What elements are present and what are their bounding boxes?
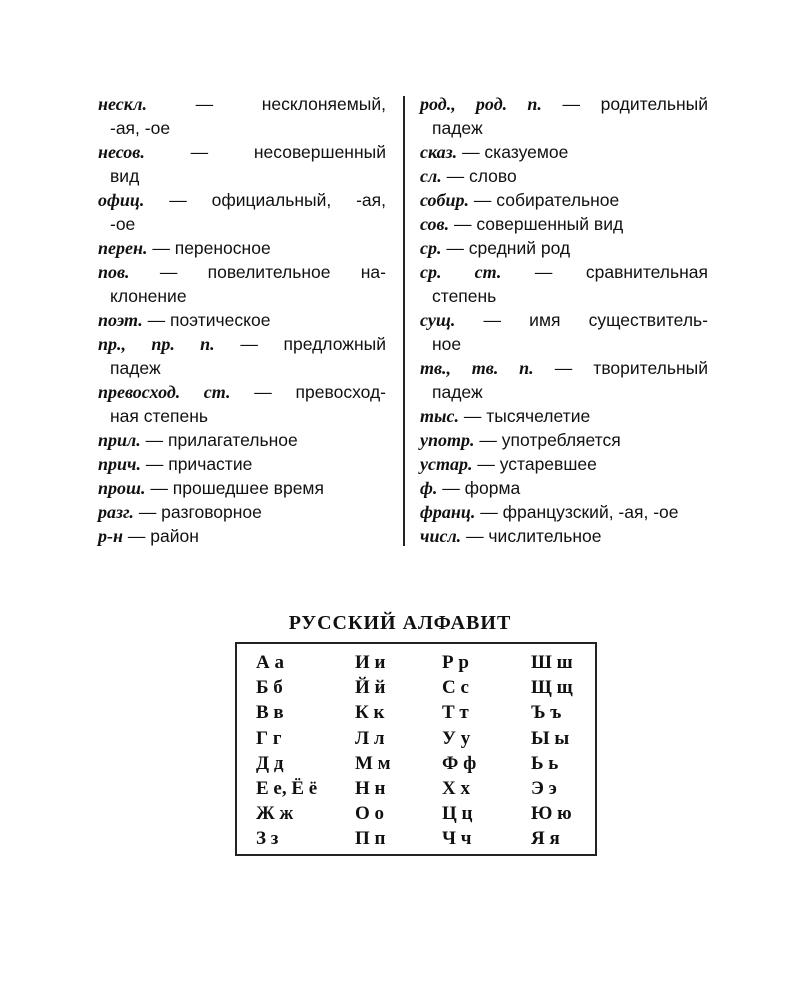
- definition: — несклоняемый,: [195, 94, 386, 114]
- entry-line: [98, 332, 386, 356]
- entry-line: [98, 476, 386, 500]
- definition: — устаревшее: [477, 454, 597, 474]
- abbreviations-left-column: [98, 92, 386, 548]
- alphabet-letter: Ъ ъ: [531, 702, 562, 724]
- abbreviation-entry: [420, 308, 708, 356]
- abbreviation: род., род. п.: [420, 94, 542, 114]
- abbreviation-entry: [420, 476, 708, 500]
- abbreviation: пов.: [98, 262, 130, 282]
- abbreviation-entry: [98, 308, 386, 332]
- alphabet-letter: Щ щ: [531, 677, 573, 699]
- alphabet-letter: О о: [355, 803, 385, 825]
- abbreviation: сл.: [420, 166, 442, 186]
- alphabet-letter: Х х: [442, 778, 470, 799]
- abbreviation: ср.: [420, 238, 442, 258]
- definition-continuation: падеж: [432, 382, 483, 402]
- definition-continuation: степень: [432, 286, 497, 306]
- abbreviation: прич.: [98, 454, 141, 474]
- definition: — несовершенный: [190, 142, 386, 162]
- abbreviation-entry: [420, 140, 708, 164]
- definition-continuation: -ая, -ое: [110, 118, 171, 138]
- definition: — прошедшее время: [150, 478, 324, 498]
- abbreviation: устар.: [420, 454, 473, 474]
- entry-line: [420, 500, 708, 524]
- alphabet-letter: Ы ы: [531, 727, 570, 749]
- definition: — предложный: [240, 334, 386, 354]
- abbreviation: ср. ст.: [420, 262, 502, 282]
- entry-line: [420, 92, 708, 116]
- entry-line: [420, 164, 708, 188]
- definition: — поэтическое: [147, 310, 271, 330]
- entry-line: [98, 500, 386, 524]
- abbreviation-entry: [420, 500, 708, 524]
- alphabet-letter: Г г: [256, 727, 282, 749]
- definition: — официальный, -ая,: [169, 190, 386, 210]
- abbreviation: перен.: [98, 238, 148, 258]
- abbreviation-entry: [98, 452, 386, 476]
- alphabet-letter: К к: [355, 702, 385, 724]
- definition-continuation: вид: [110, 166, 140, 186]
- alphabet-letter: З з: [256, 828, 279, 850]
- abbreviation-entry: [420, 164, 708, 188]
- alphabet-letter: Ь ь: [531, 752, 559, 774]
- entry-line: [98, 140, 386, 164]
- abbreviation: тыс.: [420, 406, 459, 426]
- alphabet-letter: Т т: [442, 702, 469, 724]
- entry-line: [420, 260, 708, 284]
- definition-continuation: падеж: [110, 358, 161, 378]
- alphabet-letter: Е е, Ё ё: [256, 778, 318, 799]
- abbreviation: р-н: [98, 526, 123, 546]
- entry-line: [420, 188, 708, 212]
- abbreviation-entry: [420, 212, 708, 236]
- entry-line: [98, 524, 386, 548]
- abbreviation-entry: [98, 380, 386, 428]
- entry-line: [98, 188, 386, 212]
- entry-line: [98, 428, 386, 452]
- alphabet-letter: Ж ж: [256, 803, 294, 825]
- alphabet-letter: Ц ц: [442, 803, 473, 825]
- abbreviation-entry: [420, 452, 708, 476]
- abbreviation-entry: [98, 500, 386, 524]
- abbreviation-entry: [420, 188, 708, 212]
- alphabet-letter: Р р: [442, 652, 469, 673]
- abbreviation: прил.: [98, 430, 141, 450]
- abbreviation: разг.: [98, 502, 134, 522]
- definition: — собирательное: [473, 190, 620, 210]
- alphabet-table: [235, 642, 597, 856]
- abbreviation-entry: [420, 356, 708, 404]
- alphabet-letter: Л л: [355, 727, 385, 749]
- definition: — превосход-: [254, 382, 387, 402]
- entry-line: [98, 260, 386, 284]
- definition: — разговорное: [138, 502, 262, 522]
- entry-line: [420, 212, 708, 236]
- entry-line: [420, 140, 708, 164]
- alphabet-letter: Я я: [531, 828, 560, 850]
- alphabet-letter: М м: [355, 752, 391, 774]
- definition: — числительное: [466, 526, 602, 546]
- alphabet-letter: Н н: [355, 778, 386, 799]
- alphabet-letter: Й й: [355, 677, 386, 699]
- abbreviation: числ.: [420, 526, 462, 546]
- definition-continuation: клонение: [110, 286, 187, 306]
- abbreviation-entry: [98, 476, 386, 500]
- alphabet-letter: Ч ч: [442, 828, 472, 850]
- entry-line: [420, 524, 708, 548]
- definition: — причастие: [145, 454, 253, 474]
- abbreviation: превосход. ст.: [98, 382, 231, 402]
- definition: — совершенный вид: [453, 214, 624, 234]
- definition-continuation: -ое: [110, 214, 136, 234]
- definition: — сказуемое: [462, 142, 569, 162]
- abbreviation: нескл.: [98, 94, 147, 114]
- definition: — тысячелетие: [463, 406, 591, 426]
- definition: — имя существитель-: [483, 310, 708, 330]
- entry-line: [420, 452, 708, 476]
- abbreviations-right-column: [420, 92, 708, 548]
- alphabet-letter: Э э: [531, 778, 557, 799]
- alphabet-letter: Ш ш: [531, 652, 573, 673]
- abbreviation-entry: [420, 404, 708, 428]
- abbreviation: употр.: [420, 430, 475, 450]
- entry-line: [420, 428, 708, 452]
- abbreviation: прош.: [98, 478, 146, 498]
- entry-line: [98, 380, 386, 404]
- alphabet-letter: А а: [256, 652, 284, 673]
- alphabet-letter: Д д: [256, 752, 284, 774]
- abbreviation-entry: [420, 236, 708, 260]
- alphabet-title: РУССКИЙ АЛФАВИТ: [288, 612, 512, 634]
- abbreviation: франц.: [420, 502, 476, 522]
- definition: — употребляется: [479, 430, 621, 450]
- definition: — творительный: [554, 358, 708, 378]
- abbreviation: пр., пр. п.: [98, 334, 215, 354]
- abbreviation: собир.: [420, 190, 470, 210]
- definition: — слово: [446, 166, 517, 186]
- definition: — район: [127, 526, 199, 546]
- alphabet-letter: И и: [355, 652, 386, 673]
- abbreviation: поэт.: [98, 310, 143, 330]
- definition-continuation: ное: [432, 334, 462, 354]
- entry-line: [98, 308, 386, 332]
- abbreviation: сущ.: [420, 310, 456, 330]
- abbreviation-entry: [98, 428, 386, 452]
- alphabet-letter: Ю ю: [531, 803, 572, 825]
- abbreviation-entry: [420, 524, 708, 548]
- abbreviation: сов.: [420, 214, 450, 234]
- abbreviation-entry: [98, 140, 386, 188]
- abbreviation-entry: [98, 92, 386, 140]
- abbreviation-entry: [420, 92, 708, 140]
- entry-line: [420, 356, 708, 380]
- abbreviation-entry: [98, 188, 386, 236]
- column-divider: [403, 96, 405, 546]
- definition: — средний род: [446, 238, 571, 258]
- abbreviation-entry: [420, 260, 708, 308]
- abbreviation-entry: [98, 236, 386, 260]
- definition: — французский, -ая, -ое: [480, 502, 679, 522]
- entry-line: [420, 476, 708, 500]
- abbreviation: ф.: [420, 478, 438, 498]
- definition-continuation: ная степень: [110, 406, 209, 426]
- abbreviation-entry: [98, 260, 386, 308]
- alphabet-letter: С с: [442, 677, 469, 699]
- abbreviation-entry: [98, 524, 386, 548]
- abbreviation: офиц.: [98, 190, 145, 210]
- definition: — переносное: [152, 238, 271, 258]
- abbreviation: сказ.: [420, 142, 458, 162]
- alphabet-letter: П п: [355, 828, 386, 850]
- definition: — повелительное на-: [159, 262, 386, 282]
- alphabet-letter: Ф ф: [442, 752, 477, 774]
- definition: — прилагательное: [145, 430, 298, 450]
- abbreviation: несов.: [98, 142, 145, 162]
- alphabet-letter: Б б: [256, 677, 283, 699]
- definition: — сравнительная: [534, 262, 708, 282]
- entry-line: [420, 308, 708, 332]
- entry-line: [98, 236, 386, 260]
- abbreviation: тв., тв. п.: [420, 358, 534, 378]
- definition: — родительный: [562, 94, 708, 114]
- definition: — форма: [442, 478, 521, 498]
- entry-line: [98, 452, 386, 476]
- abbreviation-entry: [420, 428, 708, 452]
- alphabet-letter: У у: [442, 727, 471, 749]
- abbreviation-entry: [98, 332, 386, 380]
- definition-continuation: падеж: [432, 118, 483, 138]
- alphabet-letter: В в: [256, 702, 284, 724]
- entry-line: [98, 92, 386, 116]
- entry-line: [420, 236, 708, 260]
- entry-line: [420, 404, 708, 428]
